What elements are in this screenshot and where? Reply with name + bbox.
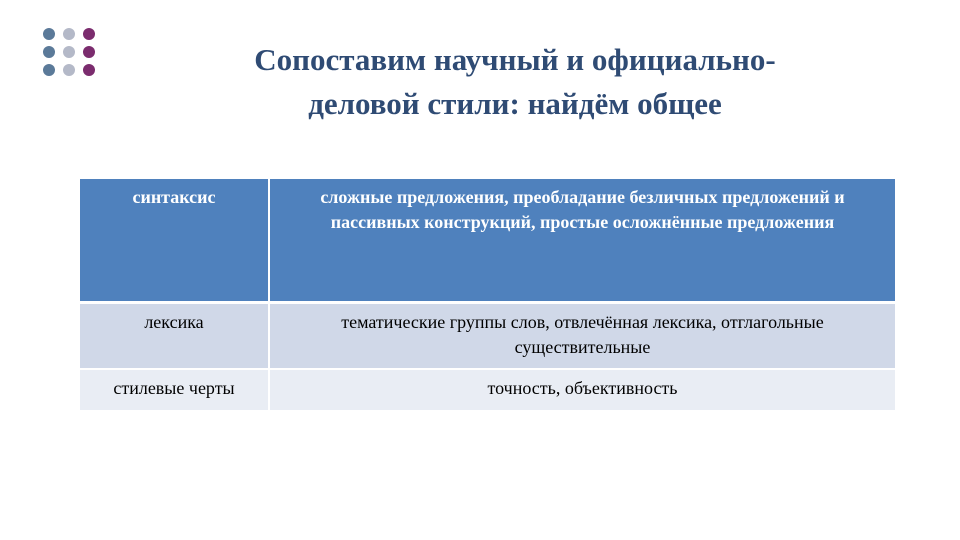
decorative-dot-grid <box>43 28 99 80</box>
slide-title <box>150 38 880 126</box>
row-label: лексика <box>80 303 269 370</box>
table-row <box>80 303 895 370</box>
dot-icon <box>83 46 95 58</box>
row-text: тематические группы слов, отвлечённая лексика, отглагольные существительные <box>269 303 895 370</box>
dot-icon <box>43 64 55 76</box>
dot-icon <box>83 28 95 40</box>
row-text: точность, объективность <box>269 369 895 410</box>
slide-title-line-1: Сопоставим научный и официально- <box>254 42 776 77</box>
table-row <box>80 369 895 410</box>
comparison-table <box>80 179 895 410</box>
table-row <box>80 179 895 303</box>
dot-icon <box>83 64 95 76</box>
dot-icon <box>43 28 55 40</box>
dot-icon <box>63 28 75 40</box>
row-text: сложные предложения, преобладание безличных предложений и пассивных конструкций, простые осложнённые предложения <box>269 179 895 303</box>
dot-icon <box>63 64 75 76</box>
dot-icon <box>43 46 55 58</box>
dot-icon <box>63 46 75 58</box>
row-label: синтаксис <box>80 179 269 303</box>
row-label: стилевые черты <box>80 369 269 410</box>
slide-title-line-2: деловой стили: найдём общее <box>308 86 722 121</box>
